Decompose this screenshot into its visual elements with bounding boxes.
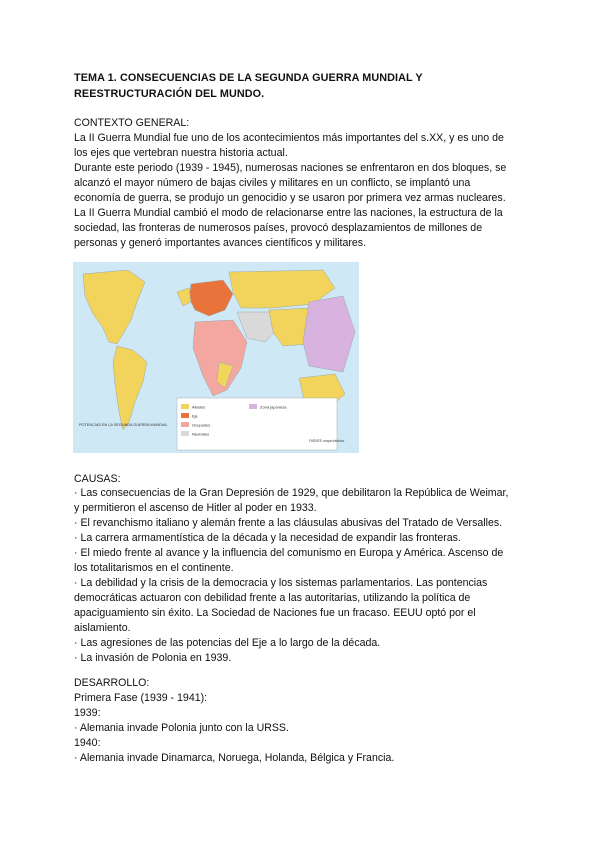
desarrollo-line: Primera Fase (1939 - 1941): (74, 692, 208, 704)
legend-swatch-japan (249, 404, 257, 409)
causas-line: · Las agresiones de las potencias del Eje a lo largo de la década. (74, 637, 381, 649)
legend-swatch-occupied (181, 422, 189, 427)
legend-label-japan: Zona japonesa (260, 404, 287, 410)
causas-line: · El miedo frente al avance y la influencia del comunismo en Europa y América. Ascenso de (74, 547, 504, 559)
legend-label-allies: Aliados (192, 404, 206, 410)
world-war-map (73, 262, 359, 453)
title-line-1: TEMA 1. CONSECUENCIAS DE LA SEGUNDA GUERRA MUNDIAL Y (74, 72, 423, 84)
legend-label-neutral: Neutrales (192, 431, 210, 437)
legend-label-axis: Eje (192, 413, 198, 419)
contexto-heading: CONTEXTO GENERAL: (74, 117, 190, 129)
desarrollo-line: · Alemania invade Dinamarca, Noruega, Holanda, Bélgica y Francia. (74, 752, 395, 764)
causas-heading: CAUSAS: (74, 473, 121, 485)
causas-line: democráticas actuaron con debilidad frente a las autoritarias, utilizando la política de (74, 592, 471, 604)
contexto-line: sociedad, las fronteras de numerosos países, provocó desplazamientos de millones de (74, 222, 483, 234)
title-line-2: REESTRUCTURACIÓN DEL MUNDO. (74, 88, 265, 100)
contexto-line: personas y generó importantes avances científicos y militares. (74, 237, 367, 249)
desarrollo-line: · Alemania invade Polonia junto con la URSS. (74, 722, 289, 734)
contexto-line: economía de guerra, se produjo un genocidio y se usaron por primera vez armas nucleares. (74, 192, 506, 204)
map-legend-title: POTENCIAS EN LA SEGUNDA GUERRA MUNDIAL (79, 423, 168, 427)
causas-line: · La debilidad y la crisis de la democracia y los sistemas parlamentarios. Las pontencias (74, 577, 488, 589)
contexto-line: Durante este periodo (1939 - 1945), numerosas naciones se enfrentaron en dos bloques, se (74, 162, 507, 174)
legend-swatch-allies (181, 404, 189, 409)
contexto-line: La II Guerra Mundial fue uno de los acontecimientos más importantes del s.XX, y es uno de (74, 132, 504, 144)
contexto-line: los ejes que vertebran nuestra historia actual. (74, 147, 288, 159)
causas-line: y permitieron el ascenso de Hitler al poder en 1933. (74, 502, 317, 514)
causas-line: · La carrera armamentística de la década y la necesidad de expandir las fronteras. (74, 532, 461, 544)
legend-swatch-neutral (181, 431, 189, 436)
legend-label-occupied: Ocupados (192, 422, 211, 428)
map-source: FUENTE: mapa histórico (309, 439, 345, 443)
causas-line: · El revanchismo italiano y alemán frente a las cláusulas abusivas del Tratado de Versalles. (74, 517, 503, 529)
contexto-line: alcanzó el mayor número de bajas civiles y militares en un conflicto, se implantó una (74, 177, 471, 189)
causas-line: aislamiento. (74, 622, 131, 634)
causas-line: · La invasión de Polonia en 1939. (74, 652, 232, 664)
desarrollo-line: 1939: (74, 707, 101, 719)
desarrollo-heading: DESARROLLO: (74, 677, 150, 689)
causas-line: · Las consecuencias de la Gran Depresión de 1929, que debilitaron la República de Weimar, (74, 487, 509, 499)
desarrollo-line: 1940: (74, 737, 101, 749)
contexto-line: La II Guerra Mundial cambió el modo de relacionarse entre las naciones, la estructura de la (74, 207, 503, 219)
legend-swatch-axis (181, 413, 189, 418)
causas-line: apaciguamiento sin éxito. La Sociedad de Naciones fue un fracaso. EEUU optó por el (74, 607, 476, 619)
causas-line: los totalitarismos en el continente. (74, 562, 234, 574)
